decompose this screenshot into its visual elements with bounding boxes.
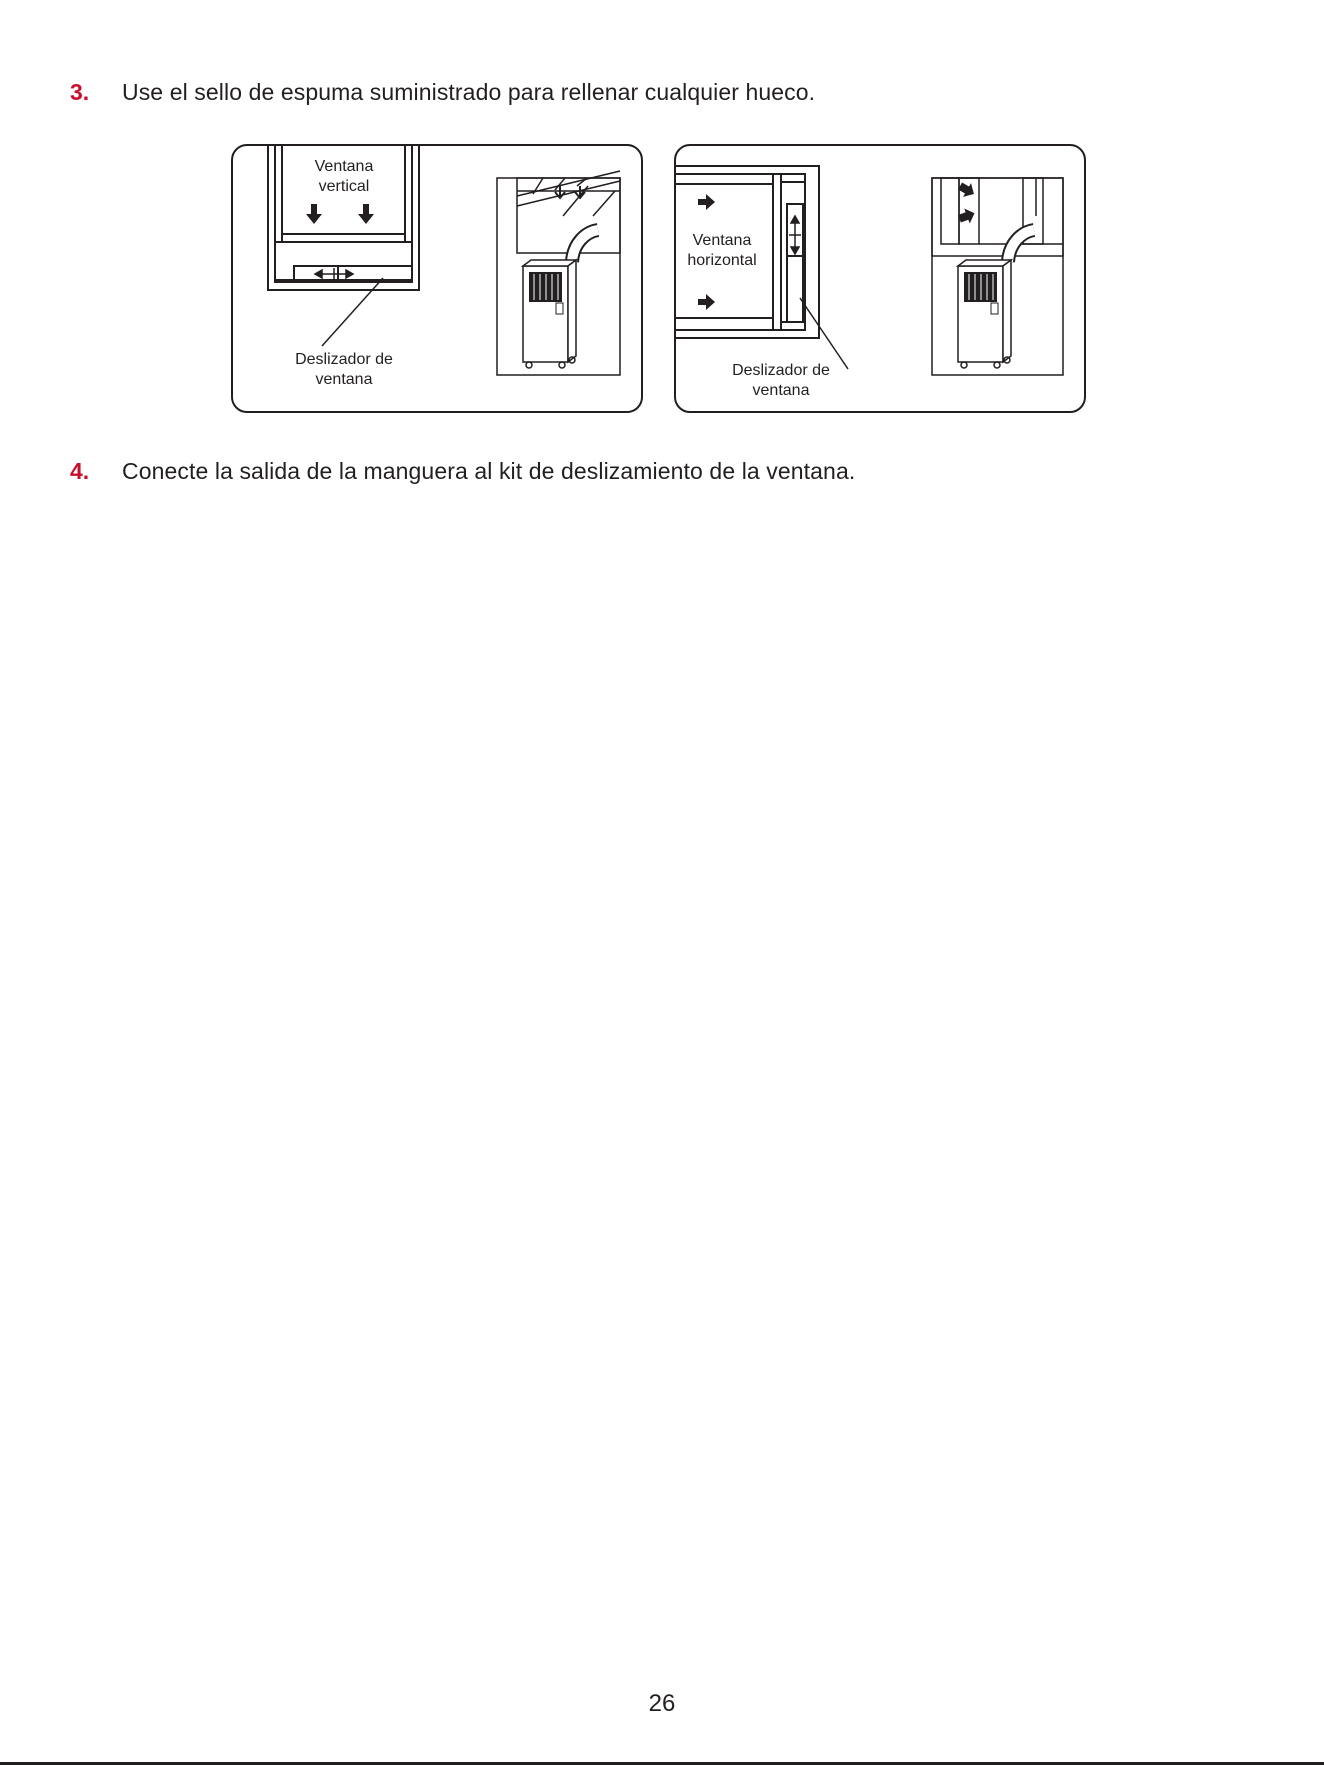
arrow-down-icon xyxy=(358,204,374,224)
step-number: 3. xyxy=(70,79,90,105)
horizontal-window-label-2: horizontal xyxy=(687,252,757,269)
horizontal-slider-label-1: Deslizador de xyxy=(732,362,830,379)
inset-ac-unit-horizontal xyxy=(932,178,1063,375)
vertical-window-illustration xyxy=(233,146,641,411)
horizontal-window-illustration xyxy=(676,146,1084,411)
vertical-window-label-2: vertical xyxy=(318,178,370,195)
step-text: Use el sello de espuma suministrado para rellenar cualquier hueco. xyxy=(122,79,816,105)
step-3 xyxy=(70,79,815,106)
step-4 xyxy=(70,458,855,485)
inset-ac-unit-vertical xyxy=(497,171,620,375)
vertical-slider-label-1: Deslizador de xyxy=(295,351,393,368)
arrow-right-icon xyxy=(698,194,715,210)
double-arrow-horizontal-icon xyxy=(315,268,353,280)
horizontal-slider-label-2: ventana xyxy=(752,382,810,399)
arrow-down-icon xyxy=(306,204,322,224)
page-number: 26 xyxy=(648,1690,676,1717)
horizontal-window-label-1: Ventana xyxy=(692,232,752,249)
vertical-slider-label-2: ventana xyxy=(315,371,373,388)
figure-vertical-window xyxy=(231,144,643,413)
vertical-window-label-1: Ventana xyxy=(314,158,374,175)
arrow-right-icon xyxy=(698,294,715,310)
double-arrow-vertical-icon xyxy=(789,216,801,254)
step-text: Conecte la salida de la manguera al kit de deslizamiento de la ventana. xyxy=(122,458,856,484)
step-number: 4. xyxy=(70,458,90,484)
figure-horizontal-window xyxy=(674,144,1086,413)
